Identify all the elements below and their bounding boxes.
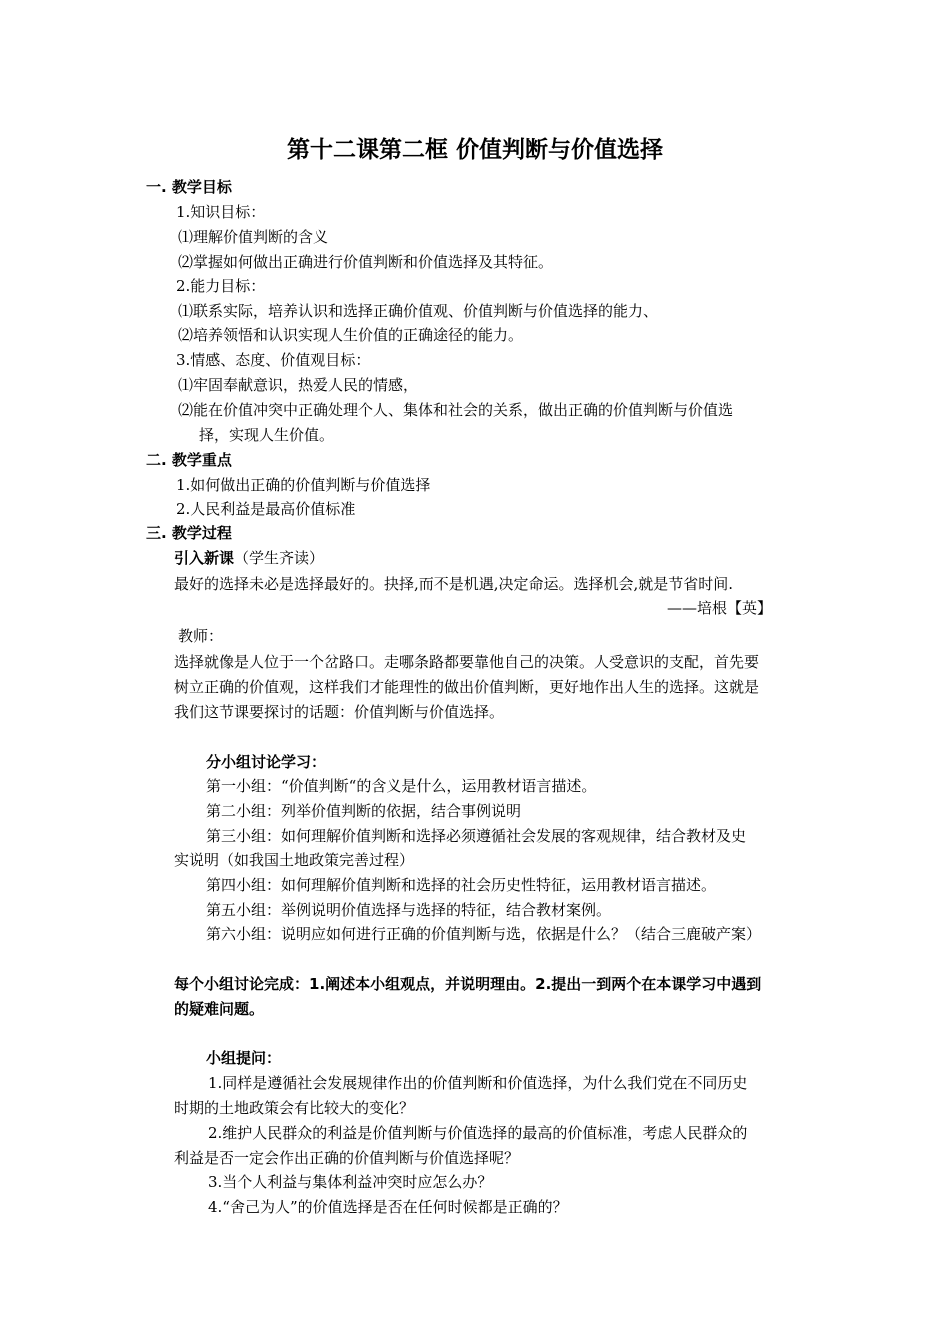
list-item: 时期的土地政策会有比较大的变化？ [174,1099,415,1117]
list-item: 第六小组：说明应如何进行正确的价值判断与选，依据是什么？（结合三鹿破产案） [206,925,762,943]
text-line: 我们这节课要探讨的话题：价值判断与价值选择。 [174,703,505,721]
list-item: 第一小组：“价值判断“的含义是什么，运用教材语言描述。 [206,777,597,795]
list-item: 2.维护人民群众的利益是价值判断与价值选择的最高的价值标准，考虑人民群众的 [208,1124,748,1142]
task-text: 的疑难问题。 [174,1000,265,1018]
intro-note: （学生齐读） [234,549,325,567]
text-line: ⑴联系实际，培养认识和选择正确价值观、价值判断与价值选择的能力、 [178,302,659,320]
list-item: 实说明（如我国土地政策完善过程） [174,851,415,869]
text-line: 2.能力目标： [176,277,266,295]
text-line: ⑴牢固奉献意识，热爱人民的情感， [178,376,419,394]
intro-line [174,546,324,570]
text-line: 1.如何做出正确的价值判断与价值选择 [176,476,431,494]
text-line: 择，实现人生价值。 [199,426,335,444]
intro-label: 引入新课 [174,549,235,567]
text-line: 3.情感、态度、价值观目标： [176,351,371,369]
text-line: 1.知识目标： [176,203,266,221]
list-item: 3.当个人利益与集体利益冲突时应怎么办？ [208,1173,493,1191]
section-heading-process: 三. 教学过程 [146,524,232,542]
quote-text: 最好的选择未必是选择最好的。抉择,而不是机遇,决定命运。选择机会,就是节省时间. [174,575,734,593]
text-line: 树立正确的价值观，这样我们才能理性的做出价值判断，更好地作出人生的选择。这就是 [174,678,760,696]
list-item: 4.“舍己为人”的价值选择是否在任何时候都是正确的？ [208,1198,568,1216]
list-item: 第四小组：如何理解价值判断和选择的社会历史性特征，运用教材语言描述。 [206,876,717,894]
questions-heading: 小组提问： [206,1049,282,1067]
list-item: 第五小组：举例说明价值选择与选择的特征，结合教材案例。 [206,901,612,919]
task-text: 每个小组讨论完成：1.阐述本小组观点，并说明理由。2.提出一到两个在本课学习中遇到 [174,975,762,993]
section-heading-objectives: 一. 教学目标 [146,178,232,196]
teacher-label: 教师： [178,627,224,645]
text-line: ⑵培养领悟和认识实现人生价值的正确途径的能力。 [178,326,524,344]
text-line: 选择就像是人位于一个岔路口。走哪条路都要靠他自己的决策。人受意识的支配，首先要 [174,653,760,671]
section-heading-key-points: 二. 教学重点 [146,451,232,469]
list-item: 第三小组：如何理解价值判断和选择必须遵循社会发展的客观规律，结合教材及史 [206,827,747,845]
list-item: 1.同样是遵循社会发展规律作出的价值判断和价值选择，为什么我们党在不同历史 [208,1074,748,1092]
group-heading: 分小组讨论学习： [206,753,327,771]
text-line: ⑴理解价值判断的含义 [178,228,329,246]
text-line: ⑵能在价值冲突中正确处理个人、集体和社会的关系，做出正确的价值判断与价值选 [178,401,734,419]
text-line: ⑵掌握如何做出正确进行价值判断和价值选择及其特征。 [178,253,554,271]
page-title: 第十二课第二框 价值判断与价值选择 [286,137,663,163]
list-item: 利益是否一定会作出正确的价值判断与价值选择呢？ [174,1149,520,1167]
list-item: 第二小组：列举价值判断的依据，结合事例说明 [206,802,522,820]
text-line: 2.人民利益是最高价值标准 [176,500,356,518]
quote-author: ——培根【英】 [666,599,772,617]
